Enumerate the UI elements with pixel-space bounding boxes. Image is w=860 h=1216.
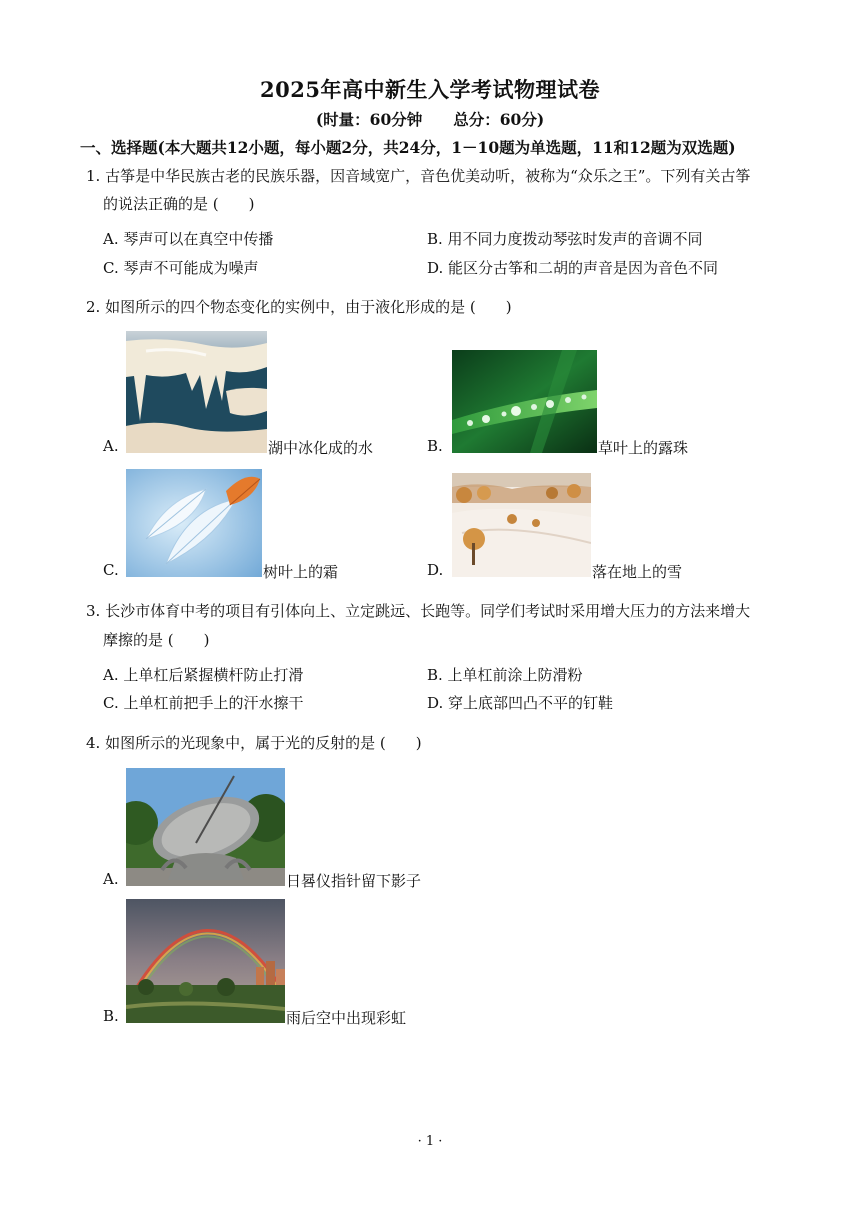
sundial-image <box>126 768 285 886</box>
question-3-stem-line2: 摩擦的是 ( ) <box>103 631 210 649</box>
question-3-option-c[interactable]: C. 上单杠前把手上的汗水擦干 <box>103 694 304 712</box>
snow-on-ground-image <box>452 473 591 577</box>
page-number: · 1 · <box>417 1134 443 1149</box>
question-2-option-b-caption: 草叶上的露珠 <box>598 439 689 457</box>
question-2-option-a-caption: 湖中冰化成的水 <box>268 439 374 457</box>
question-1-stem-line2: 的说法正确的是 ( ) <box>103 195 255 213</box>
rainbow-image <box>126 899 285 1023</box>
question-2-stem: 2. 如图所示的四个物态变化的实例中，由于液化形成的是 ( ) <box>86 298 512 316</box>
question-1-option-b[interactable]: B. 用不同力度拨动琴弦时发声的音调不同 <box>427 230 703 248</box>
dew-on-grass-image <box>452 350 597 453</box>
question-2-option-c-caption: 树叶上的霜 <box>263 563 339 581</box>
question-4-option-b-letter[interactable]: B. <box>103 1007 119 1025</box>
frost-on-leaf-image <box>126 469 262 577</box>
question-2-option-d-letter[interactable]: D. <box>427 561 444 579</box>
exam-info: (时量：60分钟 总分：60分) <box>315 110 545 129</box>
question-4-option-b-caption: 雨后空中出现彩虹 <box>286 1009 407 1027</box>
question-1-stem-line1: 1. 古筝是中华民族古老的民族乐器，因音域宽广，音色优美动听，被称为“众乐之王”。下列有关古筝 <box>86 167 751 185</box>
question-3-option-b[interactable]: B. 上单杠前涂上防滑粉 <box>427 666 583 684</box>
question-3-option-d[interactable]: D. 穿上底部凹凸不平的钉鞋 <box>427 694 614 712</box>
section-heading: 一、选择题(本大题共12小题，每小题2分，共24分，1－10题为单选题，11和12题为双选题) <box>80 138 736 157</box>
question-3-stem-line1: 3. 长沙市体育中考的项目有引体向上、立定跳远、长跑等。同学们考试时采用增大压力的方法来增大 <box>86 602 751 620</box>
question-3-option-a[interactable]: A. 上单杠后紧握横杆防止打滑 <box>103 666 304 684</box>
page-title: 2025年高中新生入学考试物理试卷 <box>260 77 600 102</box>
melting-ice-image <box>126 331 267 453</box>
question-4-option-a-caption: 日晷仪指针留下影子 <box>286 872 422 890</box>
question-2-option-b-letter[interactable]: B. <box>427 437 443 455</box>
question-2-option-a-letter[interactable]: A. <box>103 437 119 455</box>
question-1-option-a[interactable]: A. 琴声可以在真空中传播 <box>103 230 274 248</box>
question-2-option-d-caption: 落在地上的雪 <box>592 563 683 581</box>
question-1-option-c[interactable]: C. 琴声不可能成为噪声 <box>103 259 259 277</box>
question-4-stem: 4. 如图所示的光现象中，属于光的反射的是 ( ) <box>86 734 422 752</box>
question-1-option-d[interactable]: D. 能区分古筝和二胡的声音是因为音色不同 <box>427 259 719 277</box>
question-4-option-a-letter[interactable]: A. <box>103 870 119 888</box>
question-2-option-c-letter[interactable]: C. <box>103 561 119 579</box>
